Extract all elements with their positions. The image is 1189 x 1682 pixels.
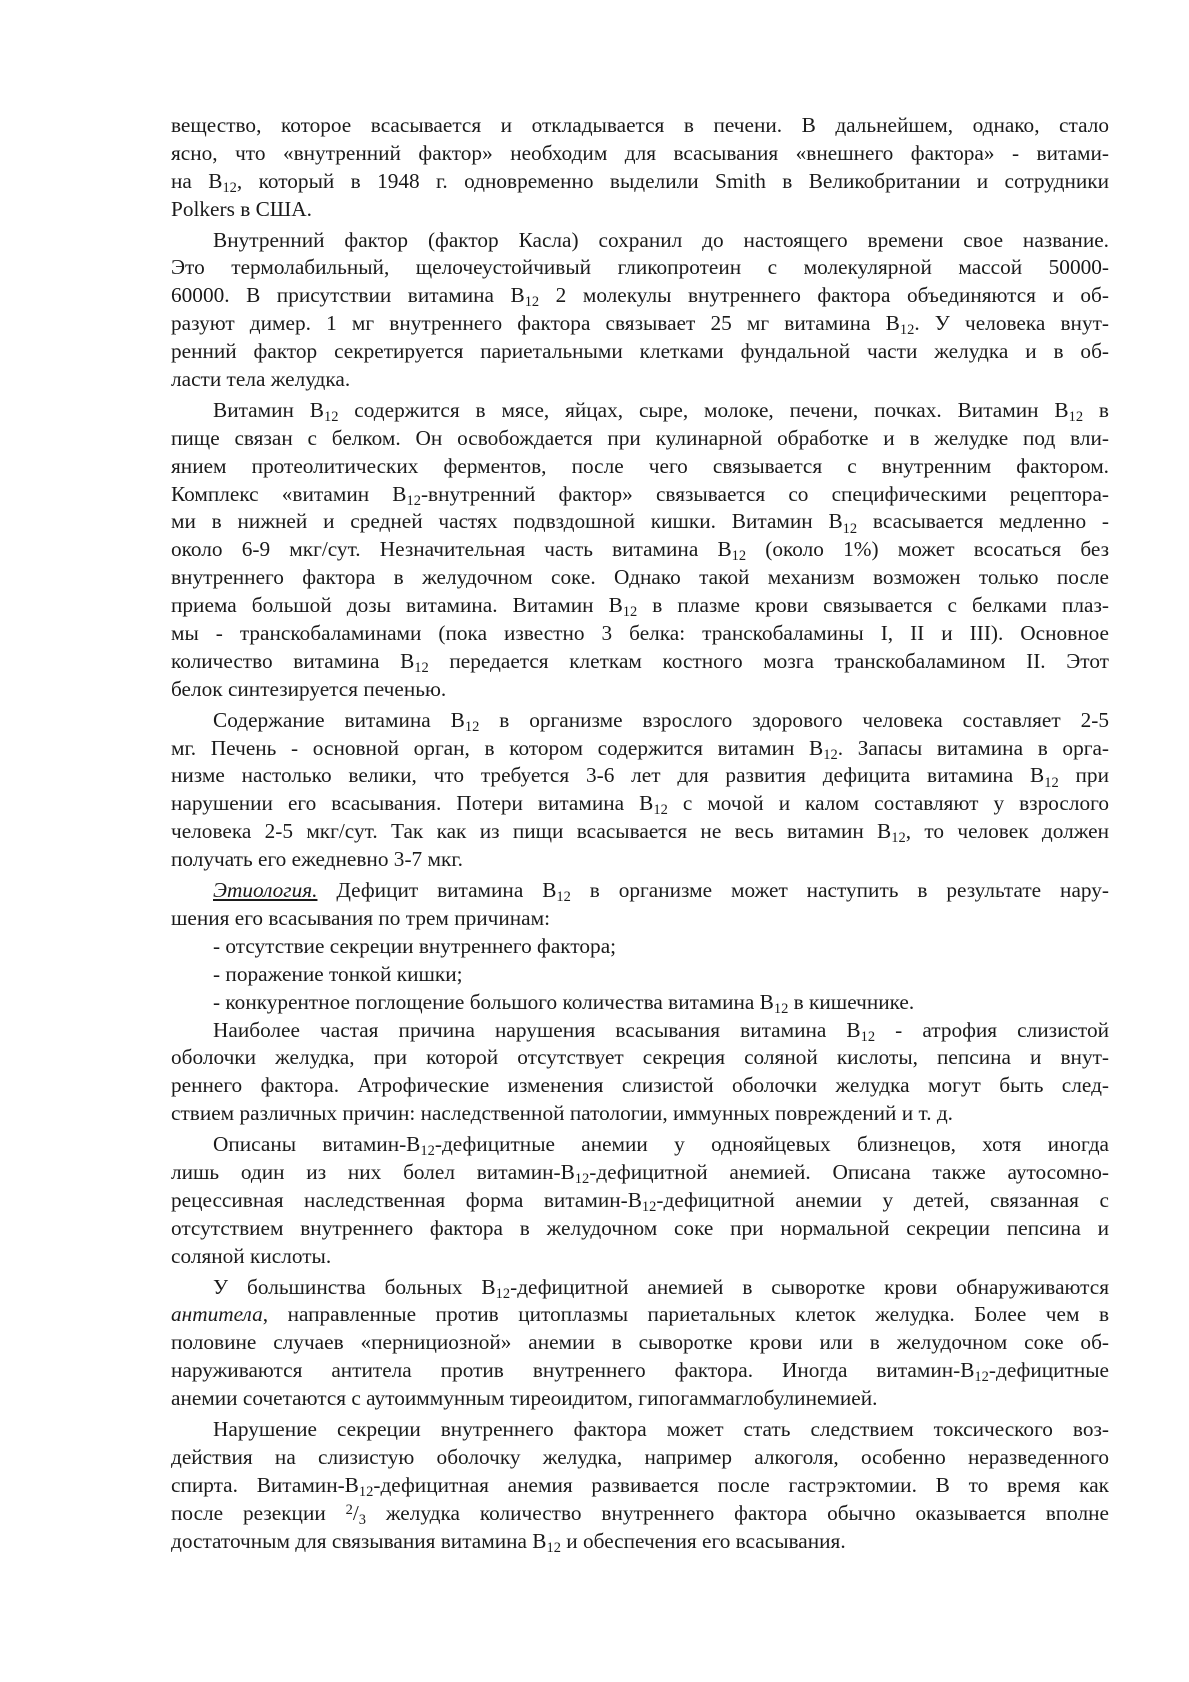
text-line: около 6-9 мкг/сут. Незначительная часть витамина $B_{12}$ (около 1%) может всосаться без	[171, 537, 1109, 565]
text-line: Наиболее частая причина нарушения всасывания витамина $B_{12}$ - атрофия слизистой	[213, 1017, 1109, 1045]
text-line: действия на слизистую оболочку желудка, например алкоголя, особенно неразведенного	[171, 1444, 1109, 1469]
text-line: ствием различных причин: наследственной патологии, иммунных повреждений и т. д.	[171, 1101, 954, 1126]
text-line: пище связан с белком. Он освобождается при кулинарной обработке и в желудке под вли-	[171, 425, 1109, 450]
text-line: мг. Печень - основной орган, в котором содержится витамин $B_{12}$. Запасы витамина в орга-	[171, 735, 1110, 763]
text-line: 60000. В присутствии витамина $B_{12}$ 2 молекулы внутреннего фактора объединяются и об-	[171, 283, 1109, 311]
text-line: - конкурентное поглощение большого количества витамина $B_{12}$ в кишечнике.	[213, 989, 915, 1017]
text-line: шения его всасывания по трем причинам:	[171, 905, 551, 930]
text-line: разуют димер. 1 мг внутреннего фактора связывает 25 мг витамина $B_{12}$. У человека внут-	[171, 311, 1109, 339]
text-line: после резекции $^2/_3$ желудка количество внутреннего фактора обычно оказывается вполне	[171, 1500, 1109, 1528]
text-line: ми в нижней и средней частях подвздошной кишки. Витамин $B_{12}$ всасывается медленно -	[171, 509, 1109, 537]
text-line: Это термолабильный, щелочеустойчивый гликопротеин с молекулярной массой 50000-	[171, 255, 1109, 280]
text-line: янием протеолитических ферментов, после чего связывается с внутренним фактором.	[171, 453, 1109, 478]
text-line: анемии сочетаются с аутоиммунным тиреоидитом, гипогаммаглобулинемией.	[171, 1386, 878, 1411]
text-line: мы - транскобаламинами (пока известно 3 белка: транскобаламины I, II и III). Основное	[171, 621, 1109, 646]
text-line: Нарушение секреции внутреннего фактора может стать следствием токсического воз-	[213, 1416, 1109, 1441]
text-line: лишь один из них болел витамин-$B_{12}$-дефицитной анемией. Описана также аутосомно-	[171, 1159, 1109, 1187]
text-line: реннего фактора. Атрофические изменения слизистой оболочки желудка могут быть след-	[171, 1073, 1109, 1098]
text-line: спирта. Витамин-$B_{12}$-дефицитная анемия развивается после гастрэктомии. В то время как	[171, 1472, 1109, 1500]
text-line: соляной кислоты.	[171, 1243, 332, 1268]
text-line: оболочки желудка, при которой отсутствует секреция соляной кислоты, пепсина и внут-	[171, 1045, 1109, 1070]
text-line: низме настолько велики, что требуется 3-6 лет для развития дефицита витамина $B_{12}$ при	[171, 763, 1109, 791]
text-line: нарушении его всасывания. Потери витамина $B_{12}$ с мочой и калом составляют у взрослого	[171, 791, 1109, 819]
text-line: внутреннего фактора в желудочном соке. Однако такой механизм возможен только после	[171, 565, 1109, 590]
text-line: половине случаев «пернициозной» анемии в сыворотке крови или в желудочном соке об-	[171, 1330, 1109, 1355]
text-line: Содержание витамина $B_{12}$ в организме взрослого здорового человека составляет 2-5	[213, 707, 1109, 735]
text-line: У большинства больных $B_{12}$-дефицитной анемией в сыворотке крови обнаруживаются	[213, 1274, 1109, 1302]
text-line: наруживаются антитела против внутреннего фактора. Иногда витамин-$B_{12}$-дефицитные	[171, 1358, 1109, 1386]
text-line: Внутренний фактор (фактор Касла) сохранил до настоящего времени свое название.	[213, 227, 1109, 252]
text-line: вещество, которое всасывается и откладывается в печени. В дальнейшем, однако, стало	[171, 113, 1109, 137]
text-line: ренний фактор секретируется париетальными клетками фундальной части желудка и в об-	[171, 339, 1109, 364]
text-line: Описаны витамин-$B_{12}$-дефицитные анемии у однояйцевых близнецов, хотя иногда	[213, 1132, 1109, 1160]
text-line: достаточным для связывания витамина $B_{12}$ и обеспечения его всасывания.	[171, 1528, 846, 1556]
text-line: антитела, направленные против цитоплазмы париетальных клеток желудка. Более чем в	[171, 1302, 1109, 1327]
text-line: на $B_{12}$, который в 1948 г. одновременно выделили Smith в Великобритании и сотрудники	[171, 168, 1109, 196]
text-line: рецессивная наследственная форма витамин-$B_{12}$-дефицитной анемии у детей, связанная с	[171, 1187, 1109, 1215]
text-line: белок синтезируется печенью.	[171, 676, 447, 701]
text-line: - поражение тонкой кишки;	[213, 961, 463, 986]
text-line: человека 2-5 мкг/сут. Так как из пищи всасывается не весь витамин $B_{12}$, то человек должен	[171, 819, 1109, 847]
text-line: Витамин $B_{12}$ содержится в мясе, яйцах, сыре, молоке, печени, почках. Витамин $B_{12}$ в	[213, 397, 1109, 425]
text-line: - отсутствие секреции внутреннего фактора;	[213, 933, 617, 958]
text-line: ласти тела желудка.	[171, 367, 351, 392]
text-line: Комплекс «витамин $B_{12}$-внутренний фактор» связывается со специфическими рецептора-	[171, 481, 1109, 509]
text-line: получать его ежедневно 3-7 мкг.	[171, 847, 463, 872]
text-line: Этиология. Дефицит витамина $B_{12}$ в организме может наступить в результате нару-	[213, 878, 1109, 906]
text-line: приема большой дозы витамина. Витамин $B_{12}$ в плазме крови связывается с белками плаз-	[171, 593, 1109, 621]
text-line: количество витамина $B_{12}$ передается клеткам костного мозга транскобаламином II. Этот	[171, 648, 1109, 676]
text-line: отсутствием внутреннего фактора в желудочном соке при нормальной секреции пепсина и	[171, 1215, 1109, 1240]
document-page	[171, 112, 1109, 1555]
text-line: ясно, что «внутренний фактор» необходим для всасывания «внешнего фактора» - витами-	[171, 140, 1109, 165]
text-line: Polkers в США.	[171, 196, 312, 221]
